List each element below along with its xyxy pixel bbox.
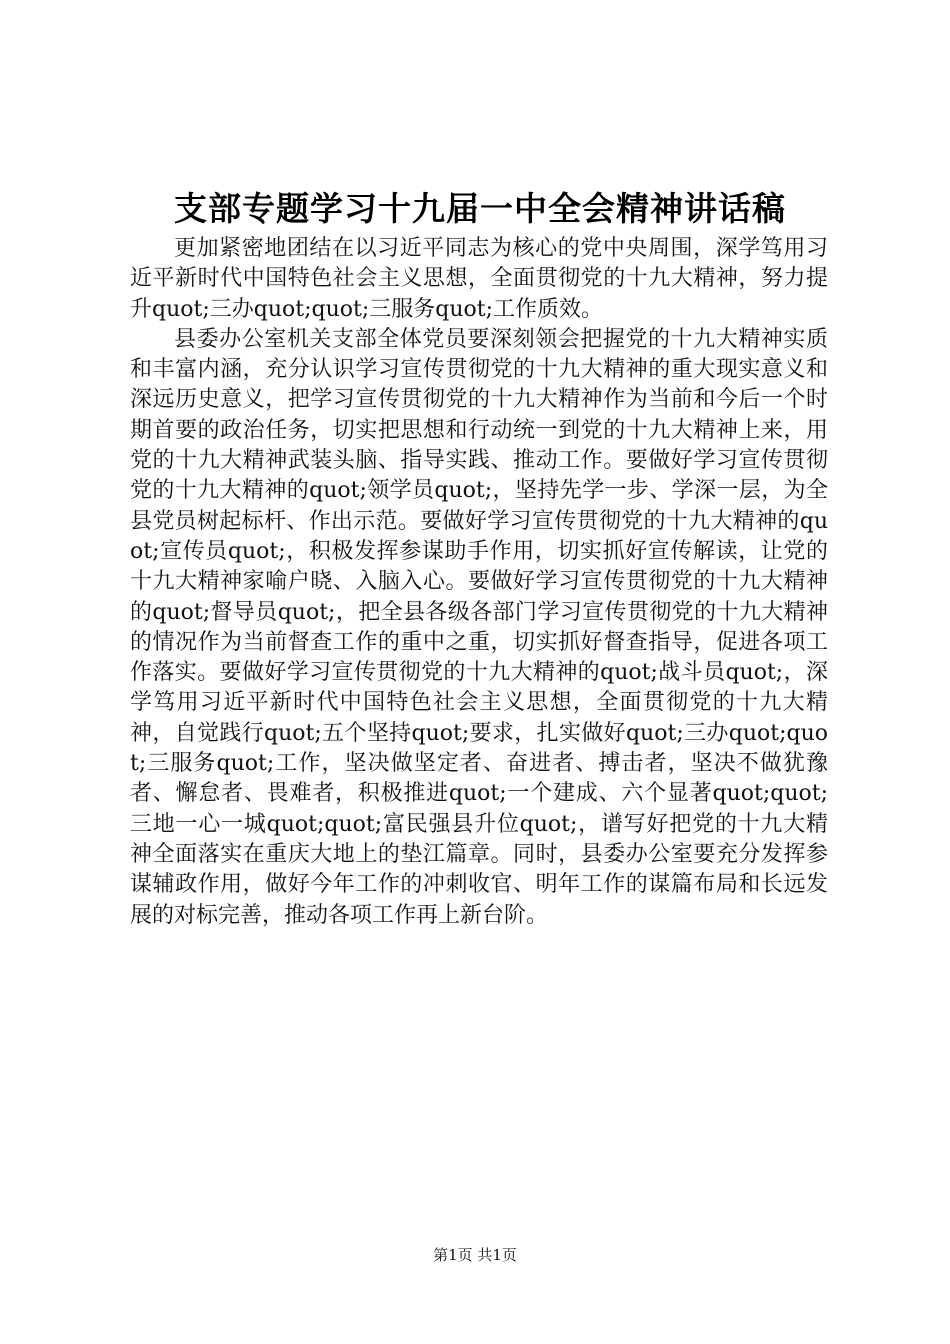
page-footer: 第1页 共1页 [433, 1246, 517, 1264]
document-body [130, 234, 828, 931]
paragraph-2: 县委办公室机关支部全体党员要深刻领会把握党的十九大精神实质和丰富内涵，充分认识学习宣传贯彻党的十九大精神的重大现实意义和深远历史意义，把学习宣传贯彻党的十九大精神作为当前和今后一个时期首要的政治任务，切实把思想和行动统一到党的十九大精神上来，用党的十九大精神武装头脑、指导实践、推动工作。要做好学习宣传贯彻党的十九大精神的quot;领学员quot;，坚持先学一步、学深一层，为全县党员树起标杆、作出示范。要做好学习宣传贯彻党的十九大精神的quot;宣传员quot;，积极发挥参谋助手作用，切实抓好宣传解读，让党的十九大精神家喻户晓、入脑入心。要做好学习宣传贯彻党的十九大精神的quot;督导员quot;，把全县各级各部门学习宣传贯彻党的十九大精神的情况作为当前督查工作的重中之重，切实抓好督查指导，促进各项工作落实。要做好学习宣传贯彻党的十九大精神的quot;战斗员quot;，深学笃用习近平新时代中国特色社会主义思想，全面贯彻党的十九大精神，自觉践行quot;五个坚持quot;要求，扎实做好quot;三办quot;quot;三服务quot;工作，坚决做坚定者、奋进者、搏击者，坚决不做犹豫者、懈怠者、畏难者，积极推进quot;一个建成、六个显著quot;quot;三地一心一城quot;quot;富民强县升位quot;，谱写好把党的十九大精神全面落实在重庆大地上的垫江篇章。同时，县委办公室要充分发挥参谋辅政作用，做好今年工作的冲刺收官、明年工作的谋篇布局和长远发展的对标完善，推动各项工作再上新台阶。 [130, 326, 828, 928]
document-title: 支部专题学习十九届一中全会精神讲话稿 [174, 189, 786, 228]
paragraph-1: 更加紧密地团结在以习近平同志为核心的党中央周围，深学笃用习近平新时代中国特色社会主义思想，全面贯彻党的十九大精神，努力提升quot;三办quot;quot;三服务quot;工作质效。 [130, 236, 828, 322]
